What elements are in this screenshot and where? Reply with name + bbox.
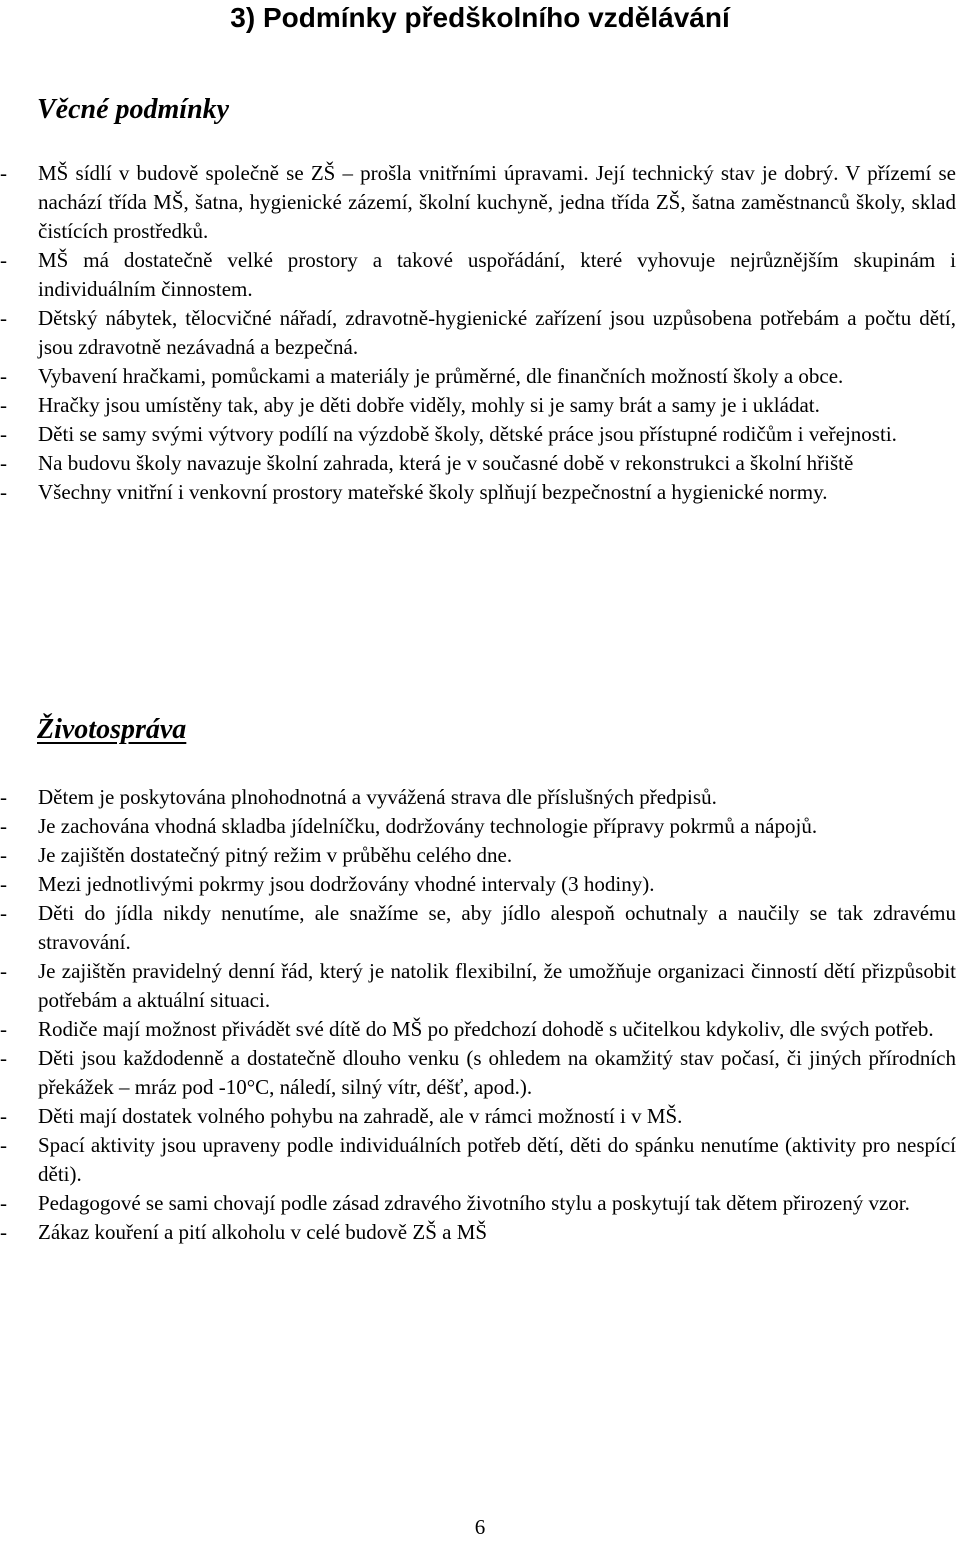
list-item-text: Děti se samy svými výtvory podílí na výzdobě školy, dětské práce jsou přístupné rodičům i veřejnosti. [38, 422, 897, 446]
list-item-text: Je zajištěn pravidelný denní řád, který je natolik flexibilní, že umožňuje organizaci činností dětí přizpůsobit potřebám a aktuální situaci. [38, 959, 956, 1012]
bullet-dash: - [0, 1046, 7, 1070]
list-item [0, 899, 960, 957]
list-item-text: Děti do jídla nikdy nenutíme, ale snažíme se, aby jídlo alespoň ochutnaly a naučily se tak zdravému stravování. [38, 901, 956, 954]
list-item [0, 812, 960, 841]
bullet-dash: - [0, 480, 7, 504]
list-item [0, 870, 960, 899]
list-item-text: Hračky jsou umístěny tak, aby je děti dobře viděly, mohly si je samy brát a samy je i ukládat. [38, 393, 820, 417]
list-item-text: Vybavení hračkami, pomůckami a materiály je průměrné, dle finančních možností školy a obce. [38, 364, 844, 388]
list-item-text: Děti mají dostatek volného pohybu na zahradě, ale v rámci možností i v MŠ. [38, 1104, 683, 1128]
list-item [0, 449, 960, 478]
bullet-dash: - [0, 1133, 7, 1157]
bullet-dash: - [0, 364, 7, 388]
list-item [0, 1044, 960, 1102]
bullet-dash: - [0, 1220, 7, 1244]
list-item-text: Dětský nábytek, tělocvičné nářadí, zdravotně-hygienické zařízení jsou uzpůsobena potřebám a počtu dětí, jsou zdravotně nezávadná a bezpečná. [38, 306, 956, 359]
bullet-dash: - [0, 1191, 7, 1215]
list-item [0, 246, 960, 304]
page-title: 3) Podmínky předškolního vzdělávání [230, 2, 730, 33]
bullet-dash: - [0, 161, 7, 185]
list-item [0, 1189, 960, 1218]
list-item-text: Spací aktivity jsou upraveny podle individuálních potřeb dětí, děti do spánku nenutíme (aktivity pro nespící děti). [38, 1133, 956, 1186]
vecne-podminky-list [0, 159, 960, 507]
bullet-dash: - [0, 422, 7, 446]
section-heading-vecne-podminky: Věcné podmínky [37, 94, 230, 125]
list-item-text: Všechny vnitřní i venkovní prostory mateřské školy splňují bezpečnostní a hygienické normy. [38, 480, 828, 504]
bullet-dash: - [0, 785, 7, 809]
bullet-dash: - [0, 901, 7, 925]
bullet-dash: - [0, 959, 7, 983]
list-item [0, 478, 960, 507]
list-item-text: MŠ sídlí v budově společně se ZŠ – prošla vnitřními úpravami. Její technický stav je dobrý. V přízemí se nachází třída MŠ, šatna, hygienické zázemí, školní kuchyně, jedna třída ZŠ, šatna zaměstnanců školy, sklad čistících prostředků. [38, 161, 956, 243]
list-item [0, 1218, 960, 1247]
list-item-text: Mezi jednotlivými pokrmy jsou dodržovány vhodné intervaly (3 hodiny). [38, 872, 655, 896]
bullet-dash: - [0, 1017, 7, 1041]
list-item-text: Rodiče mají možnost přivádět své dítě do MŠ po předchozí dohodě s učitelkou kdykoliv, dle svých potřeb. [38, 1017, 934, 1041]
list-item [0, 159, 960, 246]
bullet-dash: - [0, 393, 7, 417]
list-item-text: Je zajištěn dostatečný pitný režim v průběhu celého dne. [38, 843, 513, 867]
bullet-dash: - [0, 306, 7, 330]
list-item-text: Je zachována vhodná skladba jídelníčku, dodržovány technologie přípravy pokrmů a nápojů. [38, 814, 818, 838]
section-heading-zivotosprava: Životospráva [37, 714, 187, 745]
bullet-dash: - [0, 248, 7, 272]
bullet-dash: - [0, 1104, 7, 1128]
list-item [0, 1102, 960, 1131]
bullet-dash: - [0, 451, 7, 475]
list-item-text: MŠ má dostatečně velké prostory a takové uspořádání, které vyhovuje nejrůznějším skupinám i individuálním činnostem. [38, 248, 956, 301]
bullet-dash: - [0, 814, 7, 838]
bullet-dash: - [0, 872, 7, 896]
list-item [0, 420, 960, 449]
list-item [0, 783, 960, 812]
list-item [0, 1015, 960, 1044]
list-item-text: Zákaz kouření a pití alkoholu v celé budově ZŠ a MŠ [38, 1220, 488, 1244]
list-item [0, 391, 960, 420]
list-item-text: Děti jsou každodenně a dostatečně dlouho venku (s ohledem na okamžitý stav počasí, či jiných přírodních překážek – mráz pod -10°C, náledí, silný vítr, déšť, apod.). [38, 1046, 956, 1099]
list-item-text: Na budovu školy navazuje školní zahrada, která je v současné době v rekonstrukci a školní hřiště [38, 451, 854, 475]
list-item-text: Pedagogové se sami chovají podle zásad zdravého životního stylu a poskytují tak dětem přirozený vzor. [38, 1191, 910, 1215]
list-item [0, 304, 960, 362]
page-number: 6 [474, 1515, 486, 1539]
bullet-dash: - [0, 843, 7, 867]
list-item [0, 841, 960, 870]
list-item [0, 362, 960, 391]
zivotosprava-list [0, 783, 960, 1247]
list-item-text: Dětem je poskytována plnohodnotná a vyvážená strava dle příslušných předpisů. [38, 785, 717, 809]
list-item [0, 957, 960, 1015]
list-item [0, 1131, 960, 1189]
